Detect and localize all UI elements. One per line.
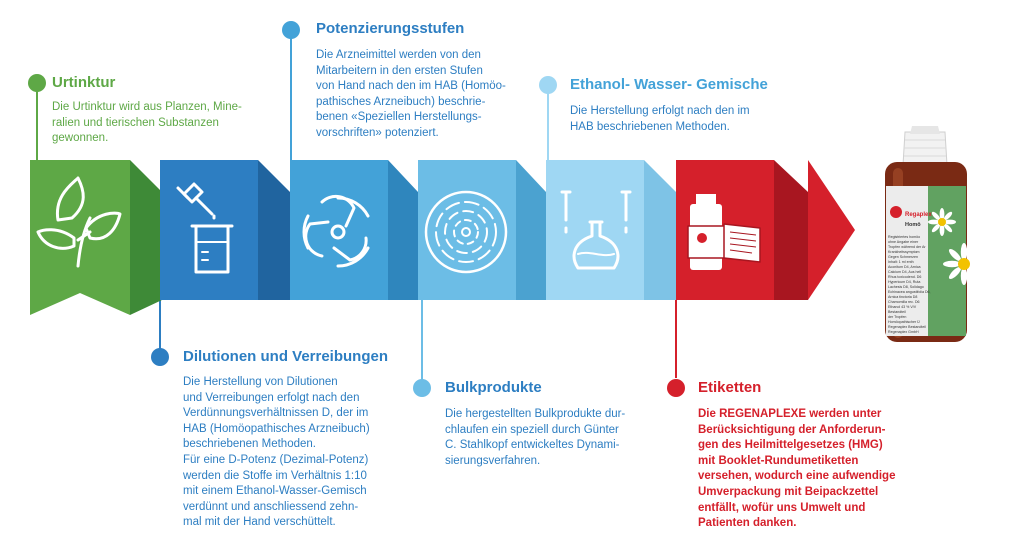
product-bottle-image [885, 126, 985, 342]
bottle-label-line: Echinacea angustifolia D6, [888, 290, 931, 294]
bottle-label-line: Inhalt: 1 ml enth [888, 260, 914, 264]
dot-potenzierung [282, 21, 300, 39]
step-title: Dilutionen und Verreibungen [183, 348, 389, 365]
fold-ethanol [644, 160, 676, 300]
segment-bulkprodukte [418, 160, 516, 300]
bottle-label-line: Ethanol 43 % V/V [888, 305, 917, 309]
dot-urtinktur [28, 74, 46, 92]
bottle-label-line: Aconitum D4, Arnica [888, 265, 921, 269]
description-line: Die Arzneimittel werden von den [316, 49, 481, 61]
description-line: ralien und tierischen Substanzen [52, 116, 219, 129]
description-line: versehen, wodurch eine aufwendige [698, 470, 896, 483]
description-line: benen «Speziellen Herstellungs- [316, 111, 482, 124]
description-line: mit einem Ethanol-Wasser-Gemisch [183, 485, 367, 498]
bottle-label-line: Gegen Schmerzen [888, 255, 918, 259]
description-line: Verdünnungsverhältnissen D, der im [183, 407, 369, 420]
description-line: Die Herstellung erfolgt nach den im [570, 105, 750, 117]
bottle-label-line: Regaplex [905, 212, 932, 218]
step-etiketten [698, 379, 918, 532]
description-line: Patienten danken. [698, 517, 797, 530]
step-description [570, 104, 790, 135]
bottle-label-line: Homö [905, 222, 921, 228]
description-line: Für eine D-Potenz (Dezimal-Potenz) [183, 453, 369, 466]
bottle-label-line: der Tropfen [888, 315, 907, 319]
description-line: pathisches Arzneibuch) beschrie- [316, 95, 486, 108]
fold-potenzierung [388, 160, 418, 300]
description-line: entfällt, wofür uns Umwelt und [698, 501, 866, 514]
description-line: Die hergestellten Bulkprodukte dur- [445, 408, 626, 420]
description-line: sierungsverfahren. [445, 454, 541, 467]
step-urtinktur [52, 74, 262, 147]
step-description [183, 375, 418, 531]
segment-ethanol [546, 160, 644, 300]
bottle-label-line: Hypericum D4, Ruta [888, 280, 921, 284]
description-line: Berücksichtigung der Anforderun- [698, 423, 886, 436]
bottle-label-line: Arnica tinctoria D8 [888, 295, 918, 299]
description-line: von Hand nach den im HAB (Homöo- [316, 80, 506, 93]
bottle-label-line: Chamomilla rec. D6 [888, 300, 920, 304]
bottle-label-line: ohne Angabe einer [888, 240, 919, 244]
bottle-label-line: Rhus toxicodend. D6 [888, 275, 922, 279]
fold-urtinktur [130, 160, 162, 315]
description-line: Mitarbeitern in den ersten Stufen [316, 64, 483, 77]
description-line: werden die Stoffe im Verhältnis 1:10 [183, 469, 367, 482]
fold-bulkprodukte [516, 160, 546, 300]
step-title: Potenzierungsstufen [316, 20, 465, 37]
description-line: verdünnt und anschliessend zehn- [183, 500, 359, 513]
step-description [445, 407, 665, 469]
dot-etiketten [667, 379, 685, 397]
description-line: Umverpackung mit Beipackzettel [698, 485, 879, 498]
step-title: Urtinktur [52, 74, 116, 91]
fold-dilutionen [258, 160, 290, 300]
segment-dilutionen [160, 160, 258, 300]
bottle-label-line: Regenaplex GmbH [888, 330, 919, 334]
bottle-label-line: Calcium D4, Aus hell [888, 270, 922, 274]
fold-etiketten [774, 160, 808, 300]
chamomile-flower-small [928, 208, 956, 236]
bottle-label-line: Tropfen während der Ar [888, 245, 926, 249]
description-line: gewonnen. [52, 132, 109, 145]
step-title: Etiketten [698, 379, 762, 396]
description-line: gen des Heilmittelgesetzes (HMG) [698, 439, 883, 452]
description-line: HAB beschriebenen Methoden. [570, 120, 730, 133]
arrow-head [808, 160, 855, 300]
description-line: beschriebenen Methoden. [183, 438, 316, 451]
step-bulkprodukte [445, 379, 665, 469]
description-line: vorschriften» potenziert. [316, 126, 439, 139]
description-line: mal mit der Hand verschüttelt. [183, 516, 336, 529]
step-dilutionen [183, 348, 418, 531]
dot-dilutionen [151, 348, 169, 366]
description-line: Die Herstellung von Dilutionen [183, 376, 338, 388]
bottle-label-line: Homöopathischer Ü [888, 320, 920, 324]
step-description [52, 100, 262, 147]
description-line: HAB (Homöopathisches Arzneibuch) [183, 422, 370, 435]
bottle-label-line: Bestandteil [888, 310, 906, 314]
description-line: chlaufen ein speziell durch Günter [445, 423, 619, 436]
step-description [316, 48, 531, 142]
description-line: und Verreibungen erfolgt nach den [183, 391, 360, 404]
bottle-label-line: Registriertes homöo [888, 235, 921, 239]
step-title: Bulkprodukte [445, 379, 542, 396]
description-line: mit Booklet-Rundumetiketten [698, 454, 859, 467]
dot-ethanol [539, 76, 557, 94]
bottle-label-line: Krankheitssymptom [888, 250, 920, 254]
step-title: Ethanol- Wasser- Gemische [570, 76, 768, 93]
step-ethanol [570, 76, 790, 135]
step-description [698, 407, 918, 532]
description-line: Die Urtinktur wird aus Planzen, Mine- [52, 101, 242, 113]
description-line: Die REGENAPLEXE werden unter [698, 408, 882, 420]
bottle-label-line: Regenaplex Bestandteil [888, 325, 926, 329]
bottle-label-line: Lachesis D8, Solidago [888, 285, 924, 289]
description-line: C. Stahlkopf entwickeltes Dynami- [445, 439, 620, 452]
step-potenzierung [316, 20, 531, 142]
